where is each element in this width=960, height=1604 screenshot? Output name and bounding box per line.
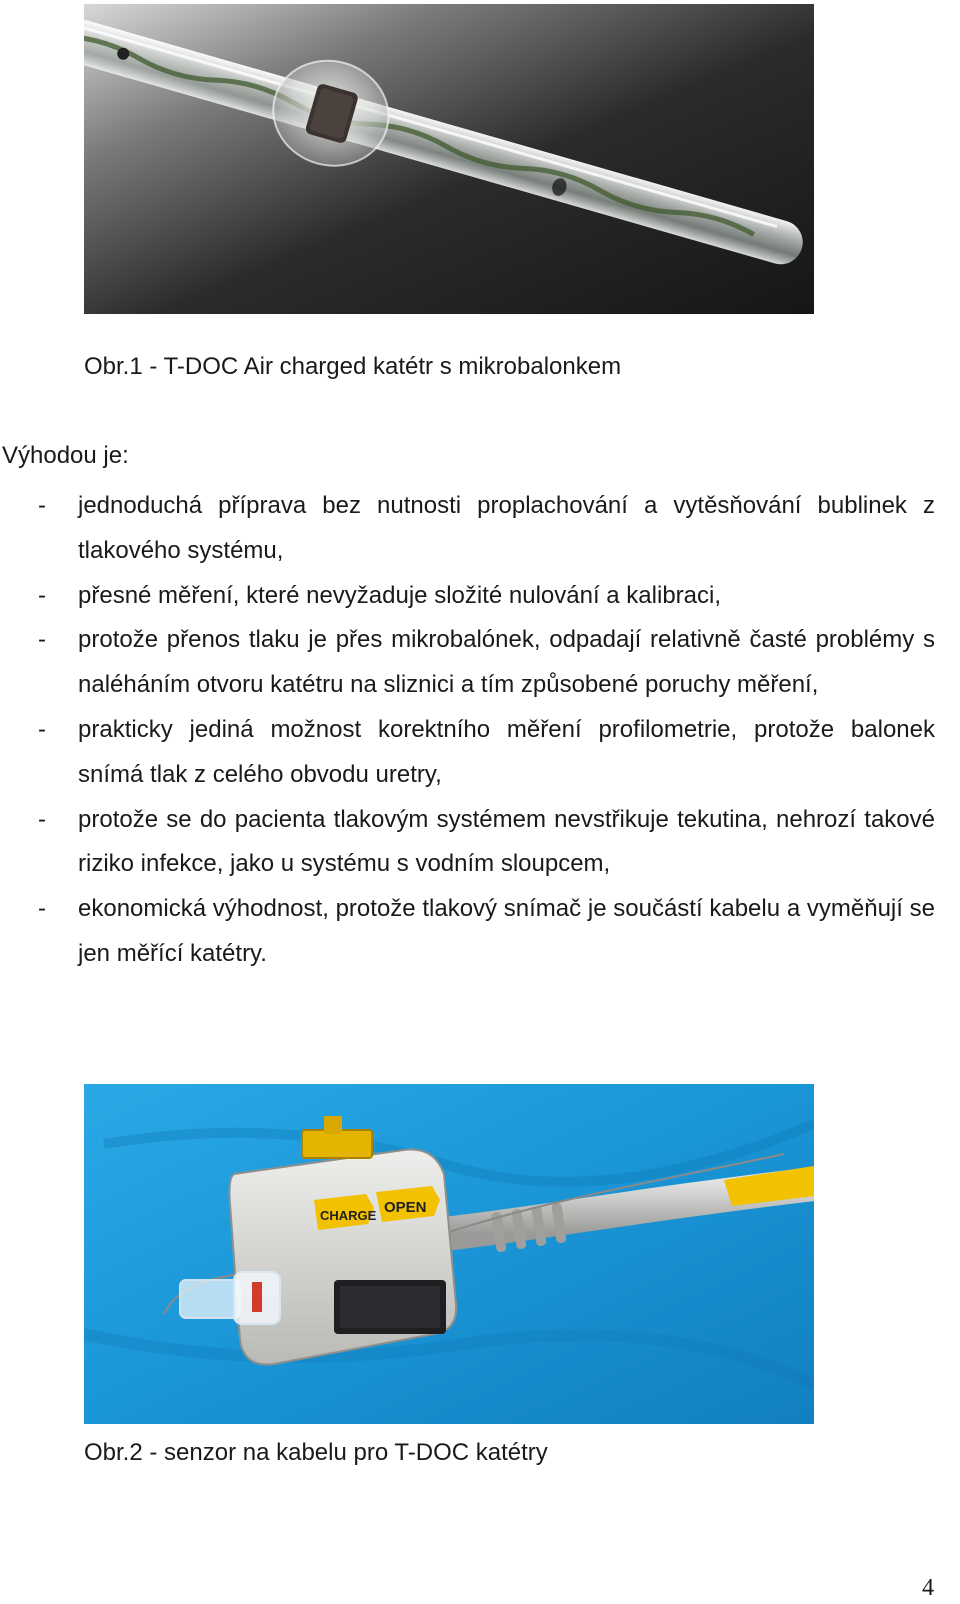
list-dash: - bbox=[38, 715, 46, 743]
list-item-text: prakticky jediná možnost korektního měření profilometrie, protože balonek snímá tlak z celého obvodu uretry, bbox=[78, 715, 935, 788]
list-item-text: protože se do pacienta tlakovým systémem nevstřikuje tekutina, nehrozí takové riziko infekce, jako u systému s vodním sloupcem, bbox=[78, 805, 935, 878]
list-dash: - bbox=[38, 581, 46, 609]
list-item bbox=[0, 798, 935, 888]
figure-2-sensor-photo bbox=[84, 1084, 814, 1424]
list-item bbox=[0, 887, 935, 977]
charge-label: CHARGE bbox=[320, 1208, 377, 1223]
list-item-text: přesné měření, které nevyžaduje složité nulování a kalibraci, bbox=[78, 581, 722, 609]
list-dash: - bbox=[38, 626, 46, 654]
list-dash: - bbox=[38, 805, 46, 833]
list-item bbox=[0, 618, 935, 708]
list-item-text: jednoduchá příprava bez nutnosti proplachování a vytěsňování bublinek z tlakového systému, bbox=[78, 492, 935, 564]
list-item bbox=[0, 708, 935, 798]
advantages-list bbox=[0, 484, 960, 977]
figure-2-caption: Obr.2 - senzor na kabelu pro T-DOC katétry bbox=[84, 1439, 548, 1466]
list-item bbox=[0, 574, 935, 619]
list-item-text: protože přenos tlaku je přes mikrobalónek, odpadají relativně časté problémy s naléháním otvoru katétru na sliznici a tím způsobené poruchy měření, bbox=[78, 626, 935, 699]
list-dash: - bbox=[38, 492, 46, 519]
list-item bbox=[0, 484, 935, 574]
list-dash: - bbox=[38, 895, 46, 923]
open-label: OPEN bbox=[384, 1199, 427, 1216]
page-number: 4 bbox=[922, 1575, 934, 1601]
figure-1-catheter-photo bbox=[84, 4, 814, 314]
advantages-intro: Výhodou je: bbox=[2, 442, 129, 469]
figure-1-caption: Obr.1 - T-DOC Air charged katétr s mikrobalonkem bbox=[84, 353, 622, 380]
list-item-text: ekonomická výhodnost, protože tlakový snímač je součástí kabelu a vyměňují se jen měřící katétry. bbox=[78, 895, 935, 967]
